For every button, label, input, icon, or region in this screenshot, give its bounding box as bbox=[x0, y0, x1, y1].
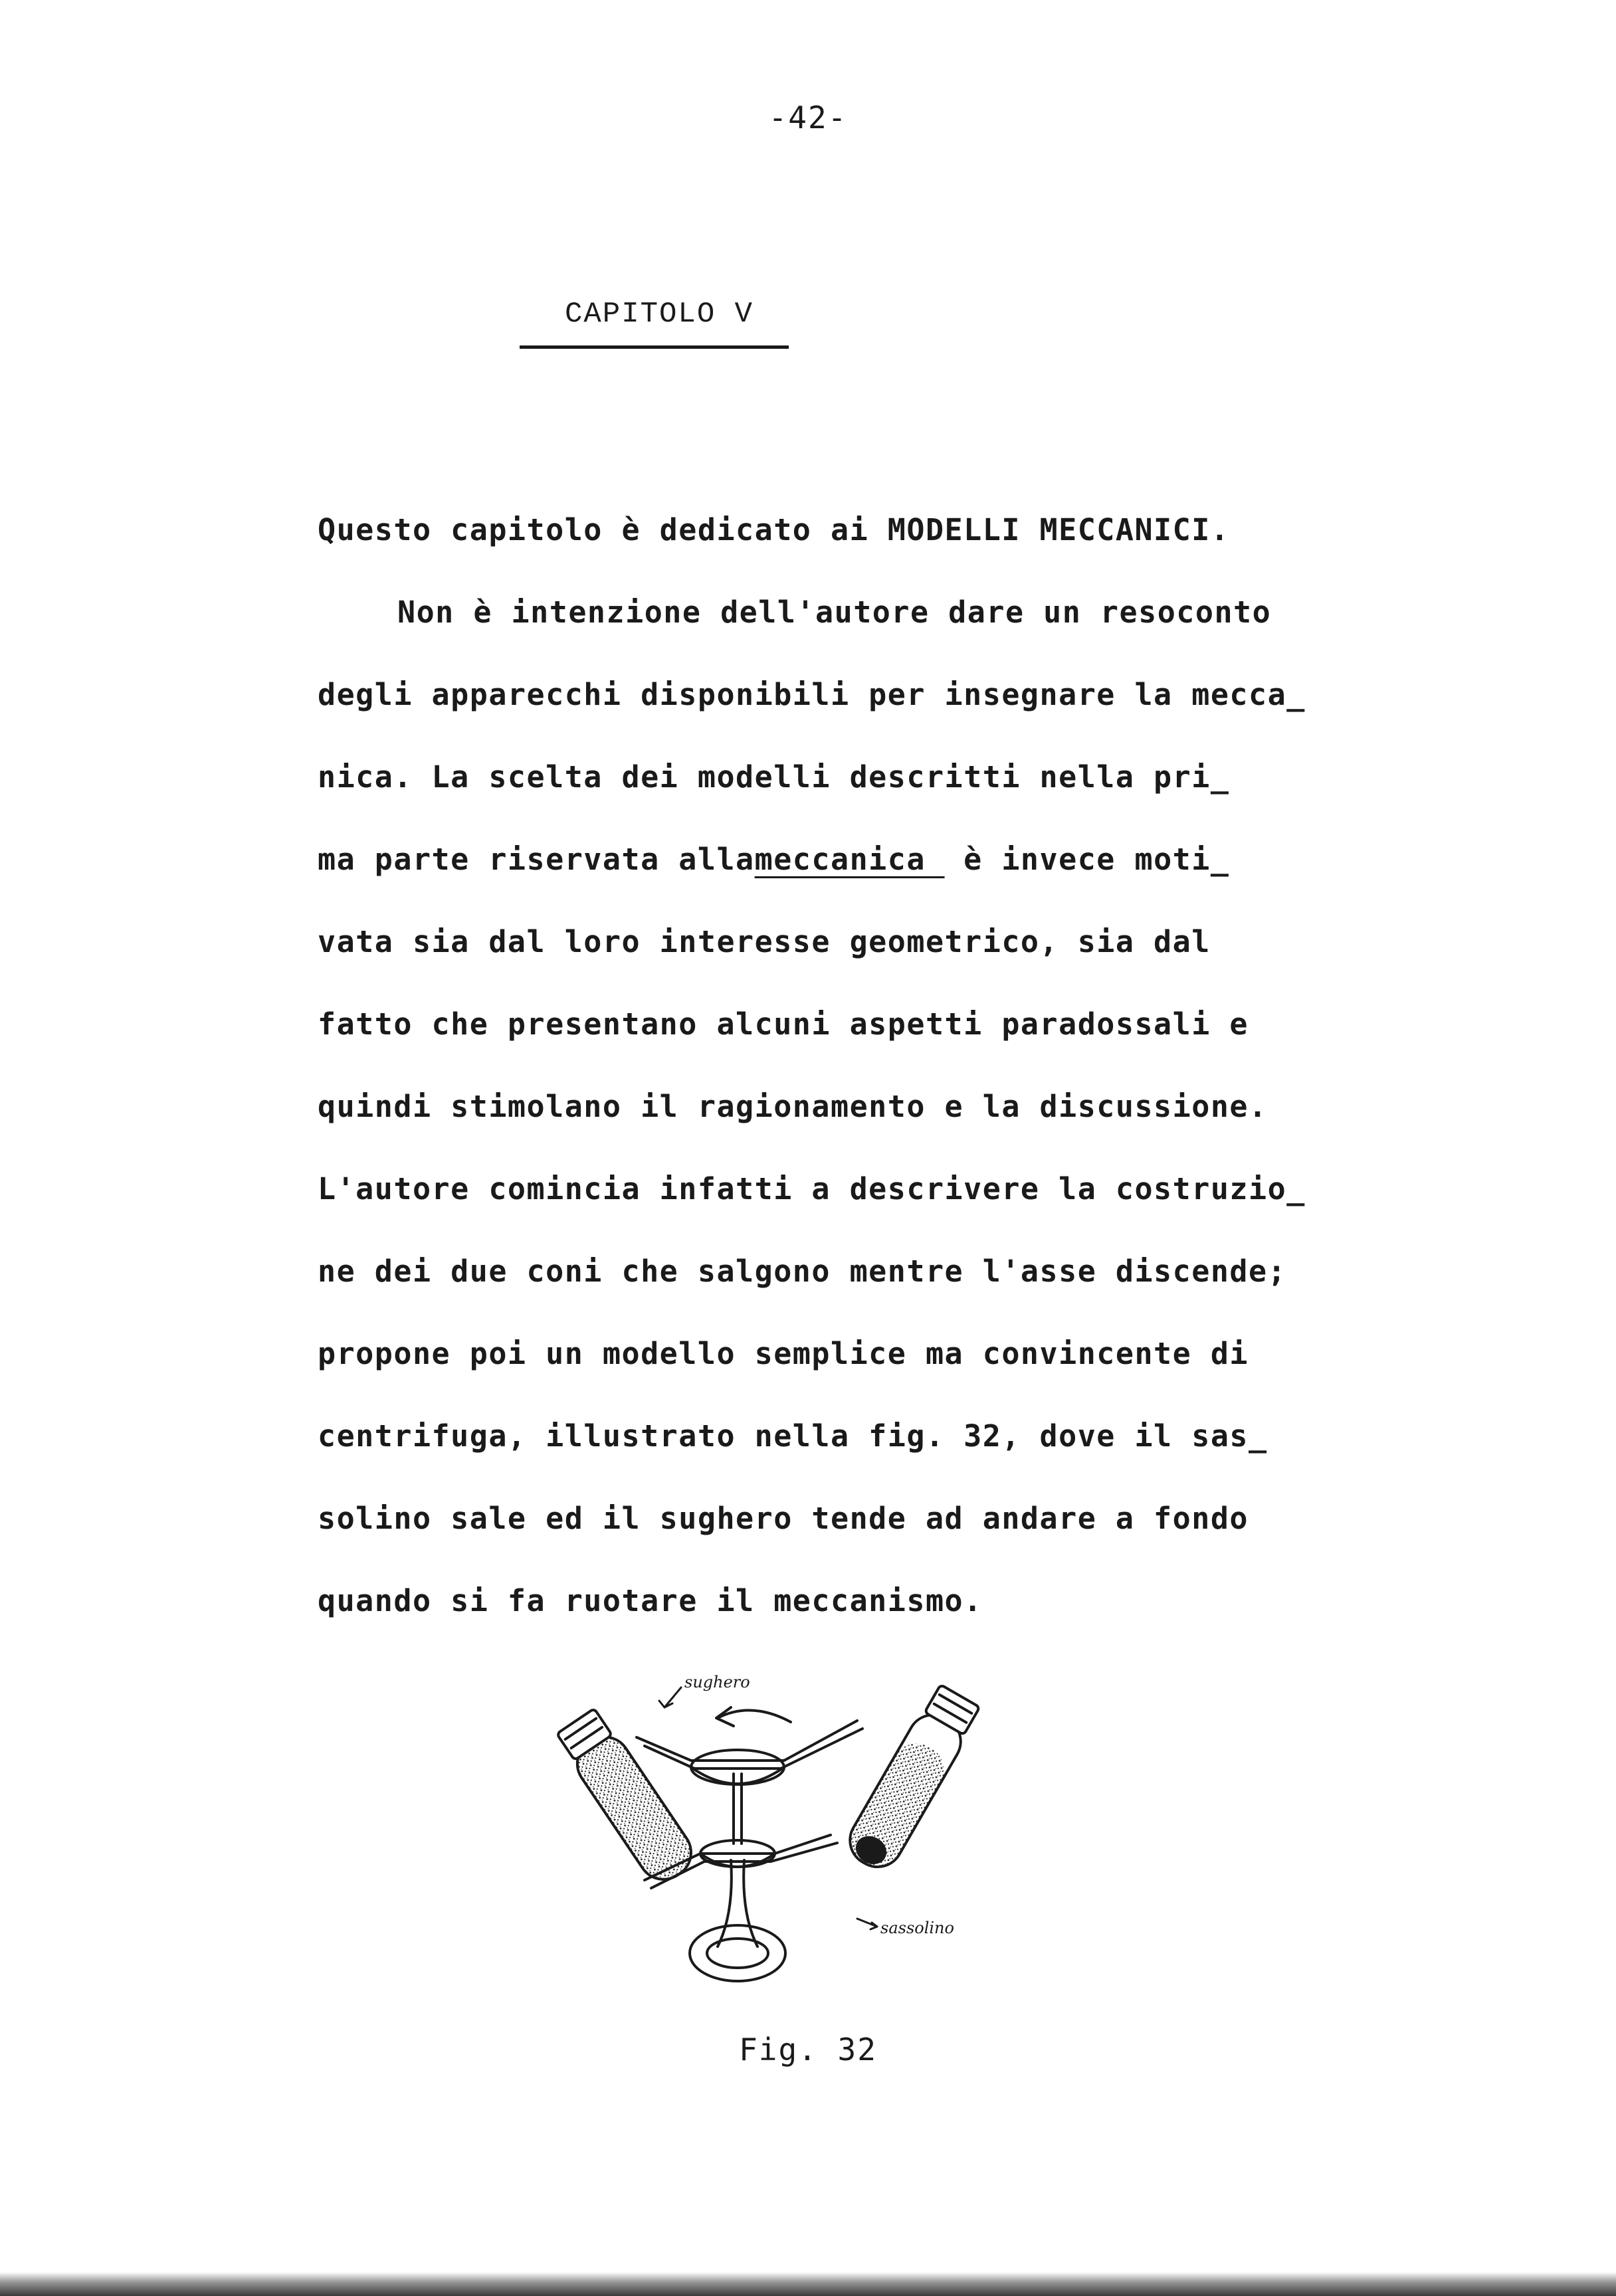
text-line: nica. La scelta dei modelli descritti nella pri_ bbox=[318, 759, 1230, 795]
figure-caption: Fig. 32 bbox=[739, 2032, 877, 2067]
text-line: centrifuga, illustrato nella fig. 32, dove il sas_ bbox=[318, 1418, 1268, 1454]
text-line: degli apparecchi disponibili per insegnare la mecca_ bbox=[318, 677, 1306, 712]
text-line: Questo capitolo è dedicato ai MODELLI MECCANICI. bbox=[318, 512, 1230, 547]
text-fragment: è invece moti_ bbox=[944, 842, 1230, 877]
label-sassolino: sassolino bbox=[880, 1919, 954, 1937]
chapter-title-underline bbox=[520, 345, 789, 349]
page-bottom-edge bbox=[0, 2272, 1616, 2296]
text-line: Non è intenzione dell'autore dare un resoconto bbox=[397, 595, 1272, 630]
label-sughero: sughero bbox=[684, 1673, 750, 1691]
text-line: quindi stimolano il ragionamento e la discussione. bbox=[318, 1089, 1268, 1124]
text-line bbox=[318, 818, 1447, 901]
underlined-word: meccanica bbox=[754, 842, 945, 877]
text-line: ne dei due coni che salgono mentre l'asse discende; bbox=[318, 1254, 1287, 1289]
chapter-title: CAPITOLO V bbox=[565, 298, 754, 331]
text-line: solino sale ed il sughero tende ad andare a fondo bbox=[318, 1501, 1249, 1536]
text-line: vata sia dal loro interesse geometrico, sia dal bbox=[318, 924, 1211, 959]
text-line: fatto che presentano alcuni aspetti paradossali e bbox=[318, 1006, 1249, 1042]
text-line: L'autore comincia infatti a descrivere la costruzio_ bbox=[318, 1171, 1306, 1206]
body-text bbox=[318, 489, 1447, 1642]
centrifuge-drawing bbox=[545, 1661, 1050, 1993]
text-fragment: ma parte riservata alla bbox=[318, 842, 755, 877]
text-line: propone poi un modello semplice ma convincente di bbox=[318, 1336, 1249, 1371]
text-line: quando si fa ruotare il meccanismo. bbox=[318, 1583, 983, 1618]
page-number: -42- bbox=[768, 100, 848, 136]
centrifuge-figure bbox=[545, 1661, 1050, 1993]
